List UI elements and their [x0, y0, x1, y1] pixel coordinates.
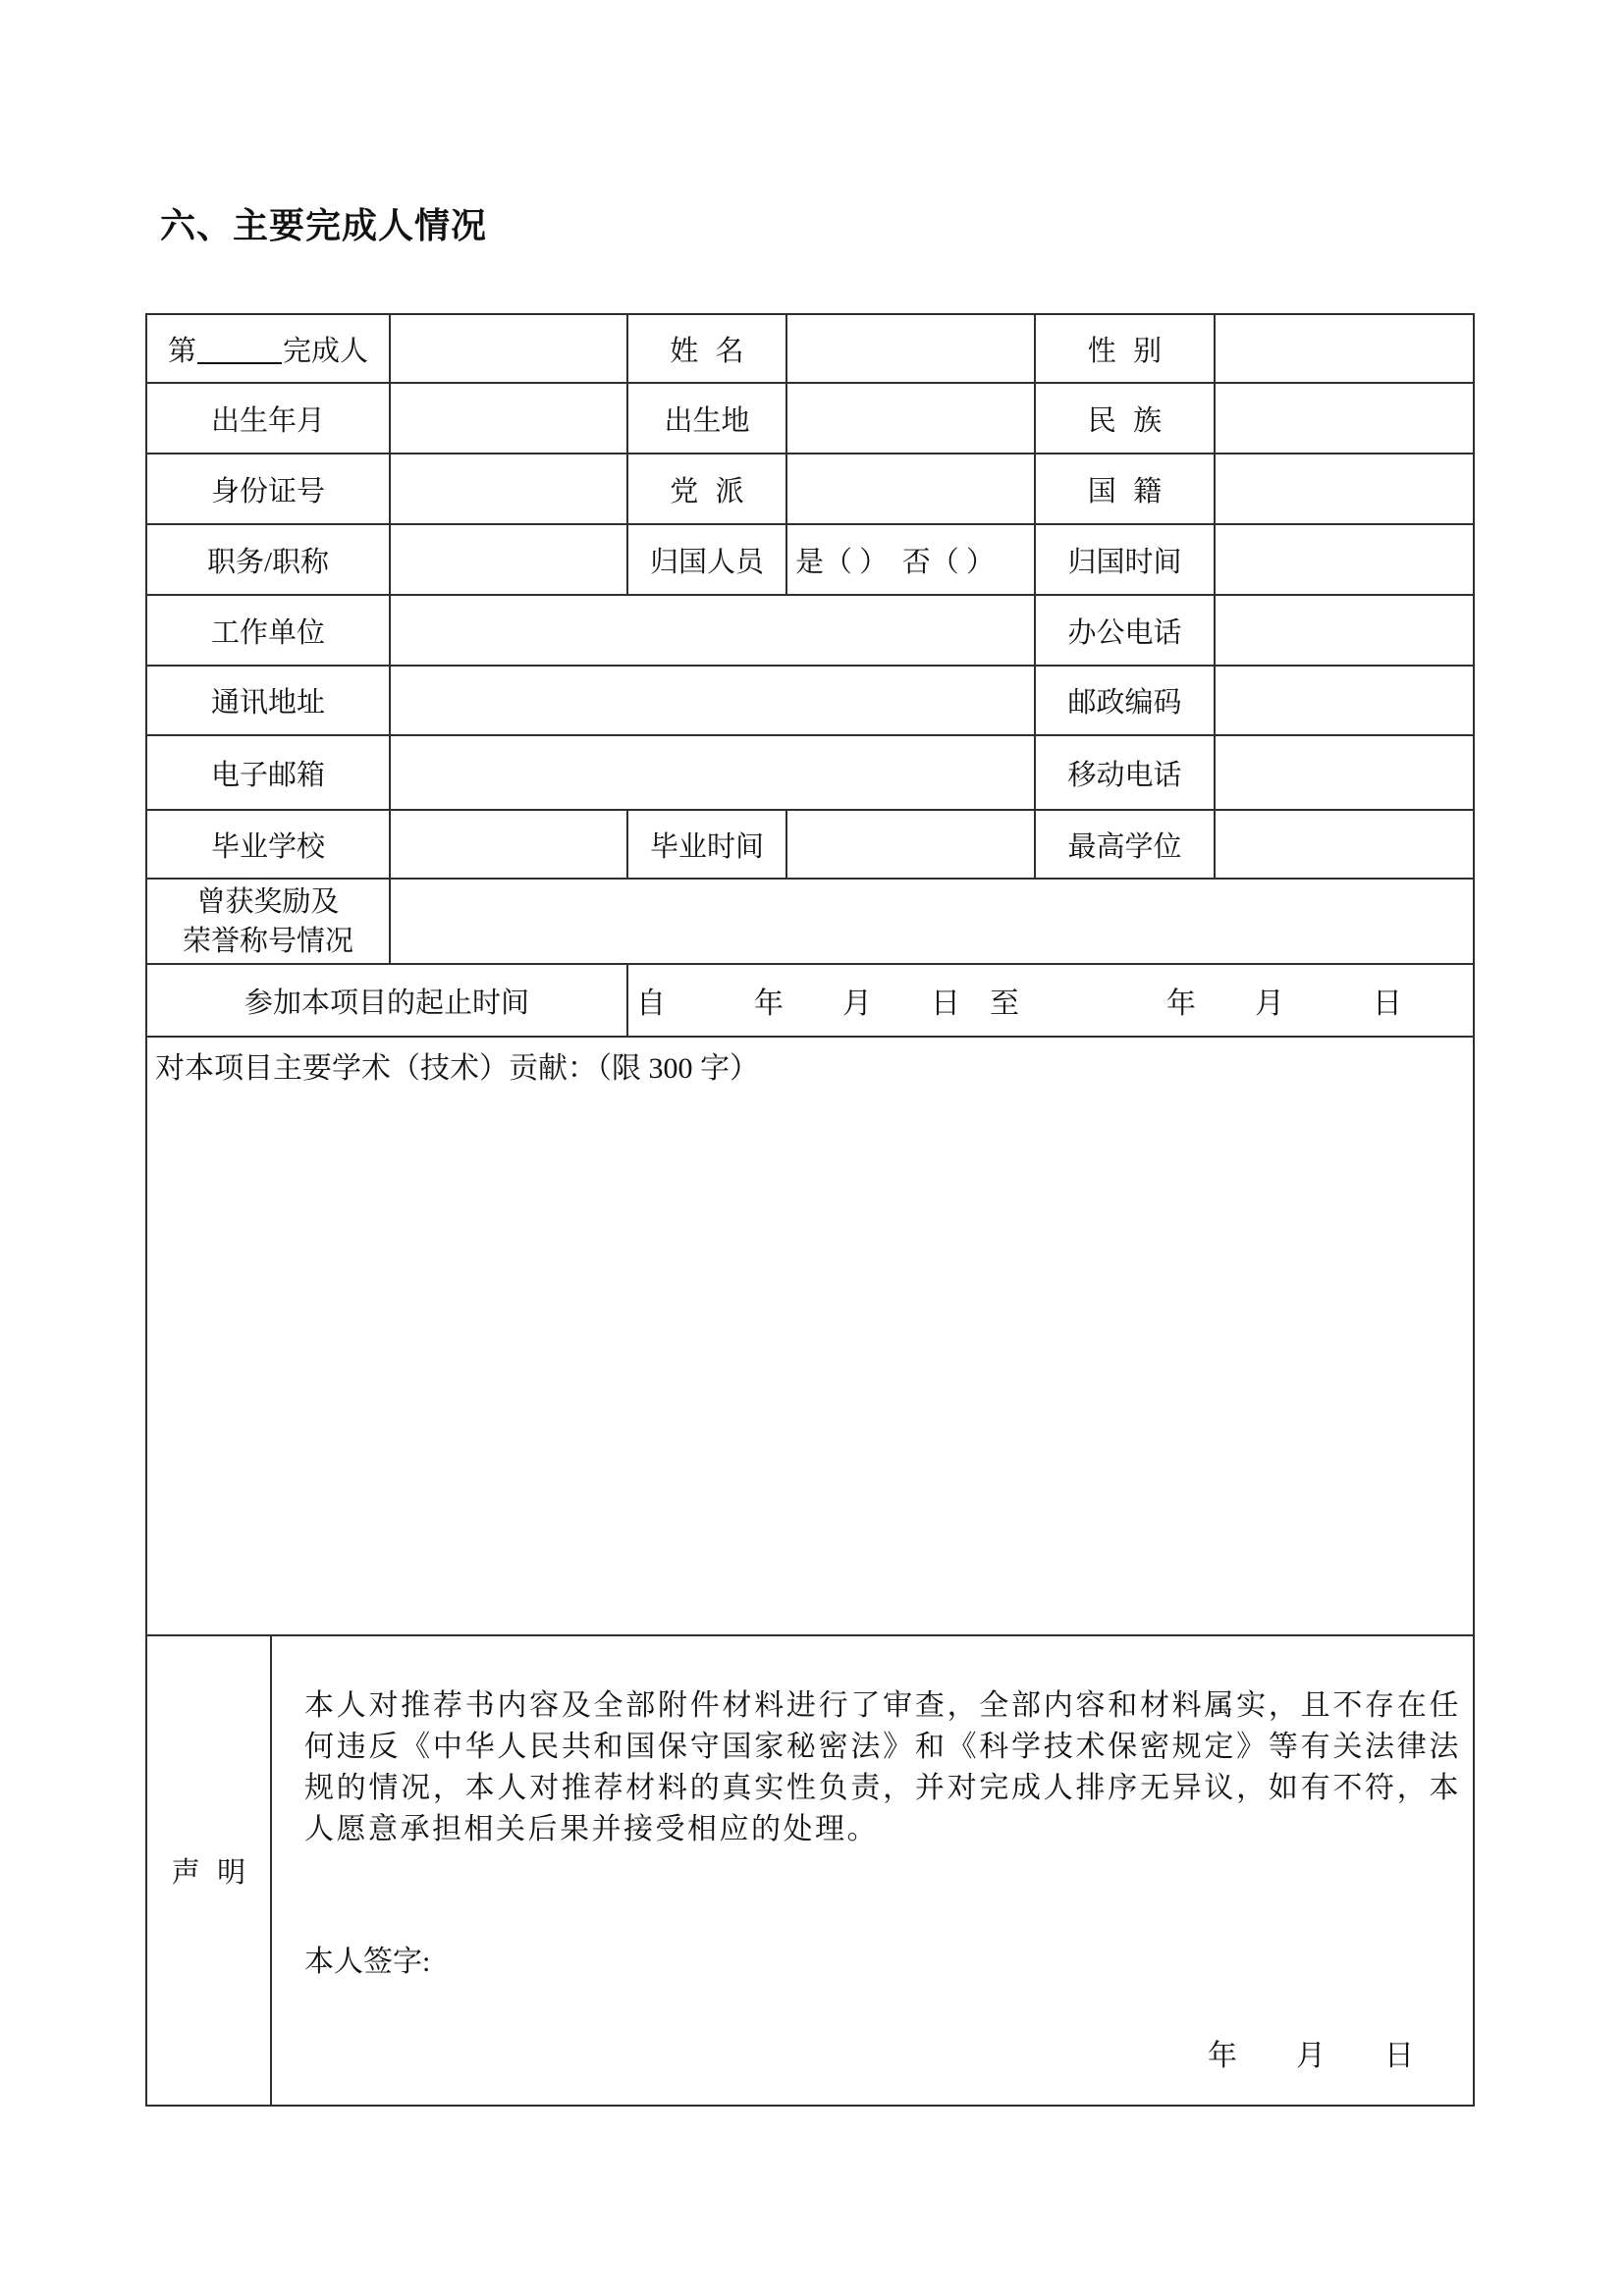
id-number-value-cell — [391, 454, 628, 525]
returnee-label: 归国人员 — [628, 525, 787, 596]
postal-code-label: 邮政编码 — [1036, 667, 1216, 736]
declaration-row — [147, 1636, 1473, 2105]
position-title-value-cell — [391, 525, 628, 596]
office-phone-label: 办公电话 — [1036, 596, 1216, 667]
birth-date-value-cell — [391, 384, 628, 454]
mailing-address-label: 通讯地址 — [147, 667, 391, 736]
name-label: 姓名 — [628, 315, 787, 384]
completer-info-table — [145, 313, 1475, 2107]
project-period-value-cell: 自 年 月 日 至 年 月 日 — [628, 965, 1473, 1038]
graduate-school-label: 毕业学校 — [147, 811, 391, 880]
signature-line: 本人签字: — [304, 1946, 431, 1978]
returnee-options-cell: 是（ ） 否（ ） — [787, 525, 1036, 596]
completer-prefix: 第 — [167, 335, 196, 367]
highest-degree-value-cell — [1216, 811, 1473, 880]
completer-number-value-cell — [391, 315, 628, 384]
graduation-time-label: 毕业时间 — [628, 811, 787, 880]
ethnicity-label: 民族 — [1036, 384, 1216, 454]
graduate-school-value-cell — [391, 811, 628, 880]
party-label: 党派 — [628, 454, 787, 525]
party-value-cell — [787, 454, 1036, 525]
work-unit-label: 工作单位 — [147, 596, 391, 667]
email-value-cell — [391, 736, 1036, 811]
declaration-label-cell — [147, 1636, 272, 2105]
completer-suffix: 完成人 — [283, 335, 369, 367]
awards-label: 曾获奖励及 荣誉称号情况 — [147, 880, 391, 965]
office-phone-value-cell — [1216, 596, 1473, 667]
ethnicity-value-cell — [1216, 384, 1473, 454]
work-unit-value-cell — [391, 596, 1036, 667]
declaration-text: 本人对推荐书内容及全部附件材料进行了审查，全部内容和材料属实，且不存在任何违反《中华人民共和国保守国家秘密法》和《科学技术保密规定》等有关法律法规的情况，本人对推荐材料的真实性负责，并对完成人排序无异议，如有不符，本人愿意承担相关后果并接受相应的处理。 — [304, 1689, 1461, 1845]
position-title-label: 职务/职称 — [147, 525, 391, 596]
awards-value-cell — [391, 880, 1473, 965]
return-time-value-cell — [1216, 525, 1473, 596]
section-title: 六、主要完成人情况 — [160, 205, 488, 245]
declaration-date-line: 年 月 日 — [1208, 2040, 1414, 2072]
name-value-cell — [787, 315, 1036, 384]
declaration-label: 声明 — [171, 1857, 263, 1889]
declaration-content-cell — [272, 1636, 1473, 2105]
email-label: 电子邮箱 — [147, 736, 391, 811]
mobile-phone-label: 移动电话 — [1036, 736, 1216, 811]
completer-number-label — [147, 315, 391, 384]
birth-place-label: 出生地 — [628, 384, 787, 454]
nationality-label: 国籍 — [1036, 454, 1216, 525]
mailing-address-value-cell — [391, 667, 1036, 736]
return-time-label: 归国时间 — [1036, 525, 1216, 596]
completer-number-blank — [197, 334, 282, 364]
postal-code-value-cell — [1216, 667, 1473, 736]
nationality-value-cell — [1216, 454, 1473, 525]
gender-label: 性别 — [1036, 315, 1216, 384]
birth-date-label: 出生年月 — [147, 384, 391, 454]
highest-degree-label: 最高学位 — [1036, 811, 1216, 880]
id-number-label: 身份证号 — [147, 454, 391, 525]
graduation-time-value-cell — [787, 811, 1036, 880]
project-period-label: 参加本项目的起止时间 — [147, 965, 628, 1038]
contribution-cell: 对本项目主要学术（技术）贡献：（限 300 字） — [147, 1038, 1473, 1636]
gender-value-cell — [1216, 315, 1473, 384]
birth-place-value-cell — [787, 384, 1036, 454]
mobile-phone-value-cell — [1216, 736, 1473, 811]
